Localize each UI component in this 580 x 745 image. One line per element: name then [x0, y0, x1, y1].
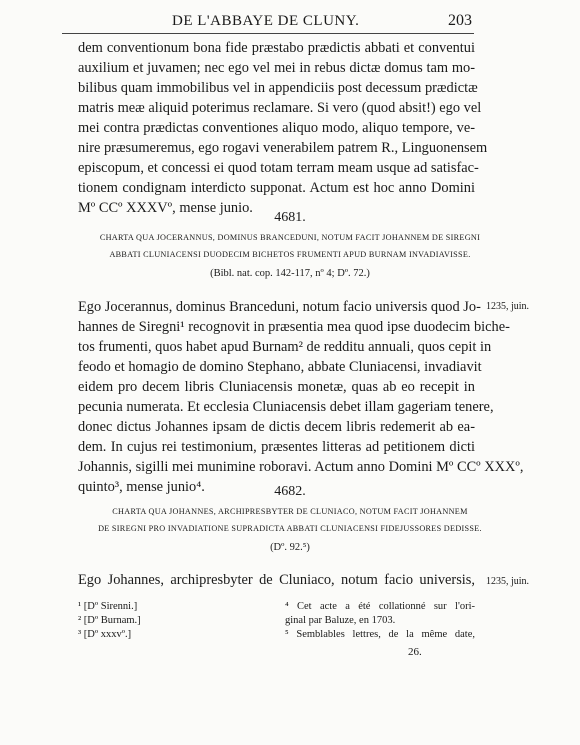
footnote: ⁵ Semblables lettres, de la même date,	[285, 629, 475, 640]
header-rule	[62, 33, 474, 34]
text-line: Ego Jocerannus, dominus Branceduni, notum facio universis quod Jo-	[78, 299, 481, 315]
footnote: ² [Dº Burnam.]	[78, 615, 141, 626]
text-line: Mº CCº XXXVº, mense junio.	[78, 200, 253, 216]
text-line: Ego Johannes, archipresbyter de Cluniaco, notum facio universis,	[78, 572, 475, 588]
running-title: DE L'ABBAYE DE CLUNY.	[172, 13, 360, 29]
text-line: episcopum, et concessi ei quod totam terram meam usque ad satisfac-	[78, 160, 479, 176]
page-number: 203	[448, 12, 472, 29]
text-line: Johannis, sigilli mei munimine roboravi. Actum anno Domini Mº CCº XXXº,	[78, 459, 524, 475]
footnote: ¹ [Dº Sirenni.]	[78, 601, 138, 612]
text-line: feodo et homagio de domino Stephano, abbate Cluniacensi, invadiavit	[78, 359, 482, 375]
footnote: ⁴ Cet acte a été collationné sur l'ori-	[285, 601, 475, 612]
text-line: matris meæ aliquid poterimus reclamare. Si vero (quod absit!) ego vel	[78, 100, 482, 116]
footnote: ginal par Baluze, en 1703.	[285, 615, 396, 626]
signature-mark: 26.	[408, 646, 422, 658]
charter-caption-line: DE SIREGNI PRO INVADIATIONE SUPRADICTA ABBATI CLUNIACENSI FIDEJUSSORES DEDISSE.	[98, 524, 482, 533]
text-line: donec dictus Johannes ipsam de dictis decem libris redemerit ab ea-	[78, 419, 475, 435]
charter-source: (Dº. 92.⁵)	[270, 542, 310, 553]
margin-date: 1235, juin.	[486, 301, 530, 312]
footnote: ³ [Dº xxxvº.]	[78, 629, 132, 640]
text-line: mei contra prædictas conventiones aliquo modo, aliquo tempore, ve-	[78, 120, 475, 136]
text-line: hannes de Siregni¹ recognovit in præsentia mea quod ipse duodecim biche-	[78, 319, 510, 335]
text-line: auxilium et juvamen; nec ego vel mei in rebus dictæ domus tam mo-	[78, 60, 475, 76]
text-line: dem. In cujus rei testimonium, præsentes litteras ad petitionem dicti	[78, 439, 475, 455]
charter-caption-line: ABBATI CLUNIACENSI DUODECIM BICHETOS FRUMENTI APUD BURNAM INVADIAVISSE.	[109, 250, 471, 259]
text-line: pecunia numerata. Et ecclesia Cluniacensis debet illam gageriam tenere,	[78, 399, 494, 415]
charter-caption-line: CHARTA QUA JOCERANNUS, DOMINUS BRANCEDUNI, NOTUM FACIT JOHANNEM DE SIREGNI	[99, 233, 481, 242]
charter-caption-line: CHARTA QUA JOHANNES, ARCHIPRESBYTER DE CLUNIACO, NOTUM FACIT JOHANNEM	[112, 507, 468, 516]
charter-source: (Bibl. nat. cop. 142-117, nº 4; Dº. 72.)	[210, 268, 370, 279]
margin-date: 1235, juin.	[486, 576, 530, 587]
text-line: eidem pro decem libris Cluniacensis monetæ, quas ab eo recepit in	[78, 379, 475, 395]
charter-number: 4682.	[274, 484, 306, 499]
text-line: tos frumenti, quos habet apud Burnam² de redditu annuali, quos cepit in	[78, 339, 492, 355]
text-line: tionem condignam interdicto supponat. Actum est hoc anno Domini	[78, 180, 475, 196]
text-line: bilibus quam immobilibus vel in appendiciis post decessum prædictæ	[78, 80, 478, 96]
charter-number: 4681.	[274, 210, 306, 225]
text-line: quinto³, mense junio⁴.	[78, 479, 205, 495]
text-line: nire præsumeremus, ego rogavi venerabilem patrem R., Linguonensem	[78, 140, 488, 156]
text-line: dem conventionum bona fide præstabo prædictis abbati et conventui	[78, 40, 475, 56]
